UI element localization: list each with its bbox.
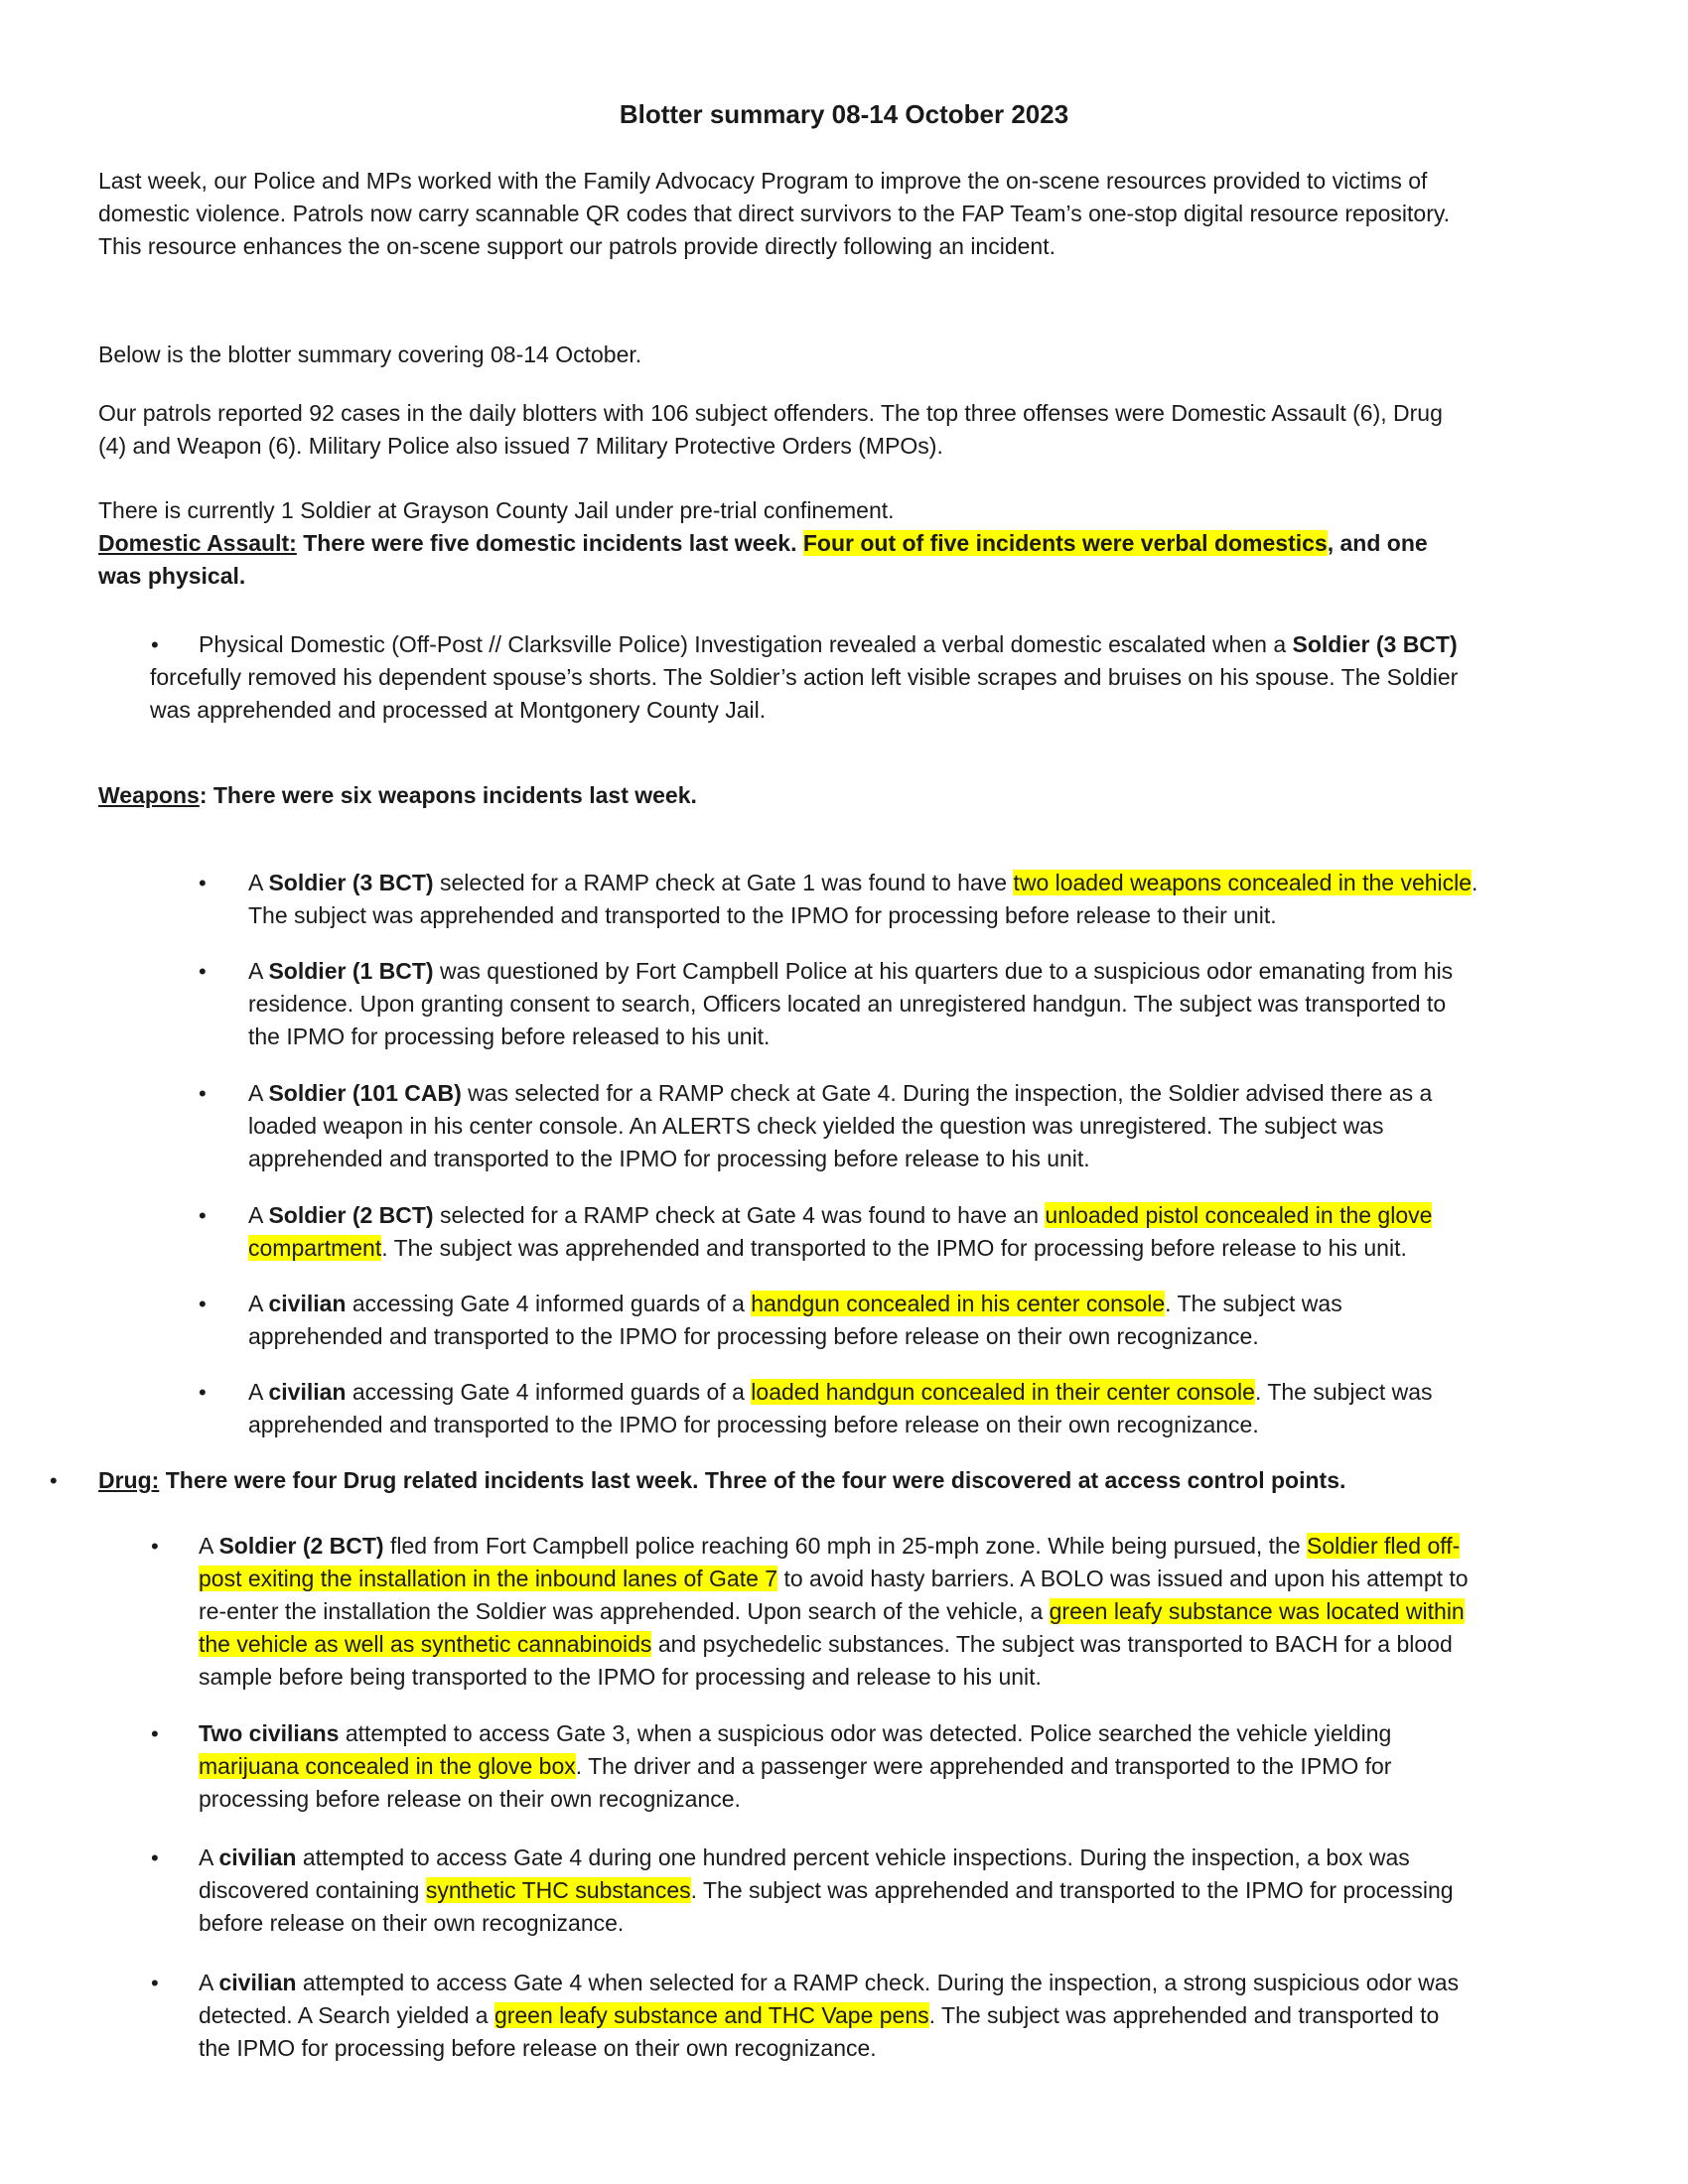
bullet-icon: • (199, 1081, 207, 1106)
jail-line: There is currently 1 Soldier at Grayson County Jail under pre-trial confinement. (98, 497, 895, 523)
item-subject: civilian (268, 1291, 347, 1316)
domestic-heading-text-2: , and one (1327, 530, 1428, 556)
item-highlight: unloaded pistol concealed in the glove (1045, 1202, 1433, 1228)
item-text: sample before being transported to the IPMO for processing and release to his unit. (199, 1664, 1042, 1690)
item-highlight: marijuana concealed in the glove box (199, 1753, 576, 1779)
weapons-item: A Soldier (3 BCT) selected for a RAMP check at Gate 1 was found to have two loaded weapons concealed in the vehicle. The subject was apprehended and transported to the IPMO for processing before release to their unit. (248, 867, 1638, 932)
item-highlight: handgun concealed in his center console (751, 1291, 1166, 1316)
item-highlight: the vehicle as well as synthetic cannabinoids (199, 1631, 652, 1657)
item-subject: civilian (268, 1379, 347, 1405)
drug-heading (98, 1464, 1608, 1497)
bullet-icon: • (151, 1721, 159, 1746)
domestic-heading-label: Domestic Assault: (98, 530, 297, 556)
item-subject: civilian (218, 1970, 297, 1995)
weapons-heading-text: : There were six weapons incidents last week. (199, 782, 697, 808)
item-text: before release on their own recognizance. (199, 1910, 625, 1936)
item-subject: Soldier (1 BCT) (268, 958, 434, 984)
weapons-item: A civilian accessing Gate 4 informed guards of a loaded handgun concealed in their center console. The subject was apprehended and transported to the IPMO for processing before release on their own recognizance. (248, 1376, 1638, 1441)
domestic-heading (98, 527, 1608, 593)
drug-item: Two civilians attempted to access Gate 3, when a suspicious odor was detected. Police searched the vehicle yielding marijuana concealed in the glove box. The driver and a passenger were apprehended and transported to the IPMO for processing before release on their own recognizance. (199, 1717, 1628, 1816)
weapons-item: A Soldier (101 CAB) was selected for a RAMP check at Gate 4. During the inspection, the Soldier advised there as a loaded weapon in his center console. An ALERTS check yielded the question was unregistered. The subject was apprehended and transported to the IPMO for processing before release to his unit. (248, 1077, 1638, 1175)
item-highlight: loaded handgun concealed in their center console (751, 1379, 1255, 1405)
item-text: residence. Upon granting consent to search, Officers located an unregistered handgun. The subject was transported to (248, 991, 1447, 1017)
item-text: apprehended and transported to the IPMO for processing before release on their own recognizance. (248, 1412, 1259, 1437)
item-text: loaded weapon in his center console. An ALERTS check yielded the question was unregistered. The subject was (248, 1113, 1384, 1139)
intro-line: Last week, our Police and MPs worked with the Family Advocacy Program to improve the on-scene resources provided to victims of (98, 168, 1428, 194)
item-highlight: green leafy substance and THC Vape pens (493, 2002, 929, 2028)
item-subject: Two civilians (199, 1720, 340, 1746)
weapons-heading (98, 779, 1608, 812)
domestic-highlight: Four out of five incidents were verbal domestics (802, 530, 1328, 556)
bullet-icon: • (199, 1203, 207, 1228)
domestic-item (150, 628, 1619, 727)
weapons-heading-label: Weapons (98, 782, 200, 808)
drug-item: A civilian attempted to access Gate 4 when selected for a RAMP check. During the inspection, a strong suspicious odor was detected. A Search yielded a green leafy substance and THC Vape pens. The subject was apprehended and transported to the IPMO for processing before release on their own recognizance. (199, 1967, 1628, 2065)
bullet-icon: • (199, 1292, 207, 1316)
intro-line: domestic violence. Patrols now carry scannable QR codes that direct survivors to the FAP Team’s one-stop digital resource repository. (98, 201, 1451, 226)
item-highlight: post exiting the installation in the inbound lanes of Gate 7 (199, 1566, 778, 1591)
item-text: the IPMO for processing before release on their own recognizance. (199, 2035, 877, 2061)
bullet-icon: • (151, 1534, 159, 1559)
item-highlight: synthetic THC substances (425, 1877, 691, 1903)
item-highlight: green leafy substance was located within (1049, 1598, 1465, 1624)
item-subject: Soldier (2 BCT) (218, 1533, 384, 1559)
item-highlight: compartment (248, 1235, 382, 1261)
summary-intro: Below is the blotter summary covering 08-14 October. (98, 341, 642, 367)
bullet-icon: • (199, 871, 207, 895)
item-subject: Soldier (3 BCT) (1292, 631, 1458, 657)
weapons-item: A civilian accessing Gate 4 informed guards of a handgun concealed in his center console. The subject was apprehended and transported to the IPMO for processing before release on their own recognizance. (248, 1288, 1638, 1353)
stats-line: (4) and Weapon (6). Military Police also issued 7 Military Protective Orders (MPOs). (98, 433, 943, 459)
item-subject: Soldier (3 BCT) (268, 870, 434, 895)
page-title: Blotter summary 08-14 October 2023 (619, 99, 1069, 129)
drug-heading-label: Drug: (98, 1467, 160, 1493)
item-highlight: two loaded weapons concealed in the vehicle (1013, 870, 1473, 895)
intro-line: This resource enhances the on-scene support our patrols provide directly following an incident. (98, 233, 1055, 259)
intro-paragraph (98, 165, 1608, 263)
bullet-icon: • (151, 1971, 159, 1995)
item-subject: Soldier (2 BCT) (268, 1202, 434, 1228)
item-text: apprehended and transported to the IPMO for processing before release to his unit. (248, 1146, 1090, 1171)
drug-heading-text: There were four Drug related incidents last week. Three of the four were discovered at access control points. (159, 1467, 1346, 1493)
item-text: apprehended and transported to the IPMO for processing before release on their own recognizance. (248, 1323, 1259, 1349)
bullet-icon: • (50, 1468, 58, 1493)
bullet-icon: • (151, 1845, 159, 1870)
item-text: the IPMO for processing before released to his unit. (248, 1024, 771, 1049)
stats-paragraph (98, 397, 1608, 463)
item-text: was apprehended and processed at Montgonery County Jail. (150, 697, 767, 723)
weapons-item: A Soldier (1 BCT) was questioned by Fort Campbell Police at his quarters due to a suspicious odor emanating from his residence. Upon granting consent to search, Officers located an unregistered handgun. The subject was transported to the IPMO for processing before released to his unit. (248, 955, 1638, 1053)
item-subject: civilian (218, 1844, 297, 1870)
domestic-heading-line2: was physical. (98, 563, 246, 589)
item-text: forcefully removed his dependent spouse’s shorts. The Soldier’s action left visible scrapes and bruises on his spouse. The Soldier (150, 664, 1459, 690)
bullet-icon: • (199, 959, 207, 984)
item-text: processing before release on their own recognizance. (199, 1786, 741, 1812)
weapons-item: A Soldier (2 BCT) selected for a RAMP check at Gate 4 was found to have an unloaded pistol concealed in the glove compartment. The subject was apprehended and transported to the IPMO for processing before release to his unit. (248, 1202, 1433, 1261)
item-text: Physical Domestic (Off-Post // Clarksville Police) Investigation revealed a verbal domestic escalated when a (199, 631, 1293, 657)
stats-line: Our patrols reported 92 cases in the daily blotters with 106 subject offenders. The top three offenses were Domestic Assault (6), Drug (98, 400, 1443, 426)
domestic-heading-text: There were five domestic incidents last week. (296, 530, 803, 556)
bullet-icon: • (151, 632, 159, 657)
bullet-icon: • (199, 1380, 207, 1405)
item-text: The subject was apprehended and transported to the IPMO for processing before release to their unit. (248, 902, 1277, 928)
drug-item: A civilian attempted to access Gate 4 during one hundred percent vehicle inspections. During the inspection, a box was discovered containing synthetic THC substances. The subject was apprehended and transported to the IPMO for processing before release on their own recognizance. (199, 1842, 1628, 1940)
drug-item: A Soldier (2 BCT) fled from Fort Campbell police reaching 60 mph in 25-mph zone. While being pursued, the Soldier fled off- post exiting the installation in the inbound lanes of Gate 7 to avoid hasty barriers. A BOLO was issued and upon his attempt to re-enter the installation the Soldier was apprehended. Upon search of the vehicle, a green leafy substance was located within the vehicle as well as synthetic cannabinoids and psychedelic substances. The subject was transported to BACH for a blood sample before being transported to the IPMO for processing and release to his unit. (199, 1530, 1628, 1694)
item-highlight: Soldier fled off- (1307, 1533, 1461, 1559)
item-subject: Soldier (101 CAB) (268, 1080, 462, 1106)
